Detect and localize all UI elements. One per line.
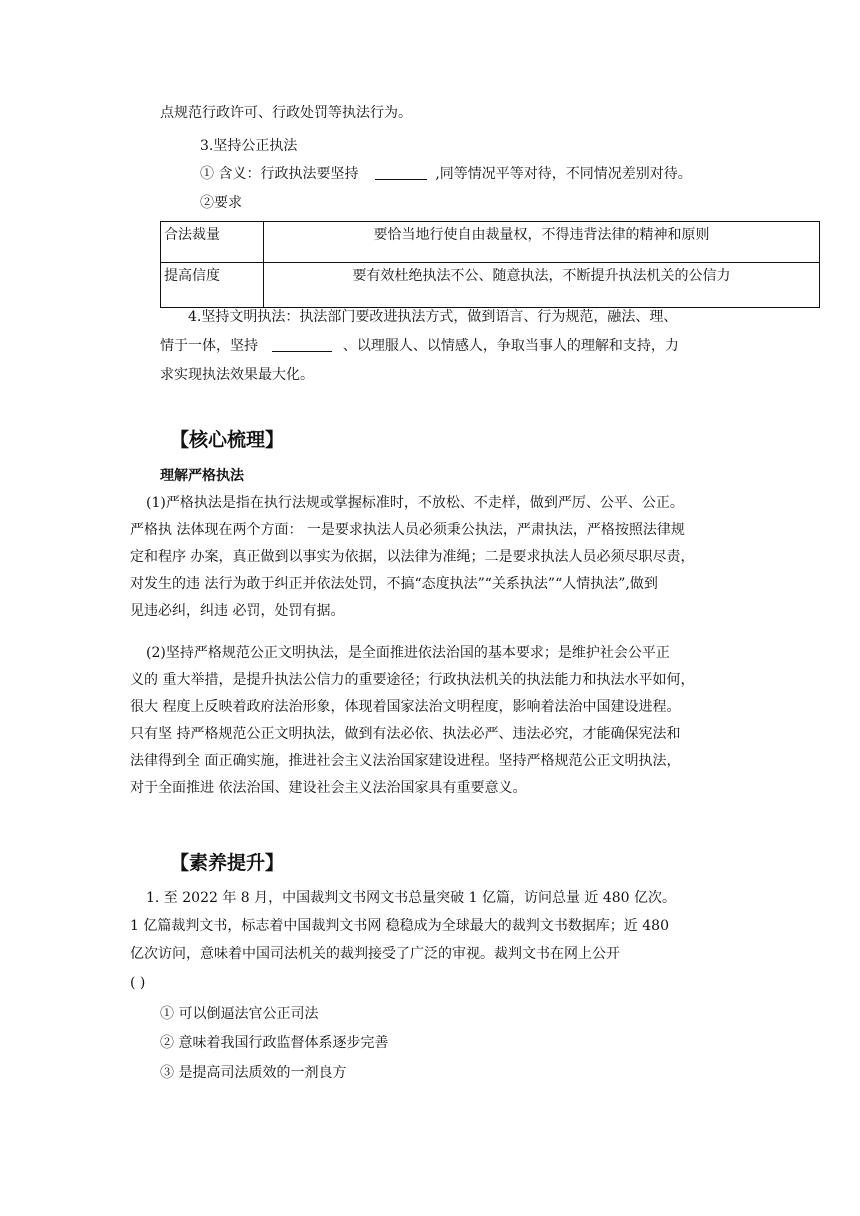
item3-requirements-label: ②要求 [200,195,242,211]
item4-line3: 求实现执法效果最大化。 [160,367,314,383]
item4-line2 [160,336,679,356]
table-cell-key: 提高信度 [161,263,264,308]
para2-line: 法律得到全 面正确实施，推进社会主义法治国家建设进程。坚持严格规范公正文明执法， [130,753,681,769]
intro-line: 点规范行政许可、行政处罚等执法行为。 [160,105,412,121]
para1-line: 对发生的违 法行为敢于纠正并依法处罚，不搞“态度执法”“关系执法”“人情执法”,做到 [130,576,658,592]
fill-blank-1[interactable] [375,165,427,180]
literacy-title: 【素养提升】 [170,852,285,874]
option-item[interactable]: ① 可以倒逼法官公正司法 [160,1006,319,1022]
item3-meaning [200,164,692,184]
item4-line2-prefix: 情于一体，坚持 [160,338,258,354]
para1-line: (1)严格执法是指在执行法规或掌握标准时，不放松、不走样，做到严厉、公平、公正。 [146,495,684,511]
table-cell-value: 要恰当地行使自由裁量权，不得违背法律的精神和原则 [264,222,820,263]
table-row [161,222,820,263]
para1-line: 定和程序 办案，真正做到以事实为依据，以法律为准绳；二是要求执法人员必须尽职尽责， [130,549,695,565]
para1-line: 严格执 法体现在两个方面： 一是要求执法人员必须秉公执法，严肃执法，严格按照法律规 [130,522,685,538]
table-cell-key: 合法裁量 [161,222,264,263]
core-review-title: 【核心梳理】 [170,429,285,451]
option-item[interactable]: ③ 是提高司法质效的一剂良方 [160,1065,347,1081]
item3-meaning-suffix: ,同等情况平等对待，不同情况差别对待。 [435,166,692,182]
answer-bracket[interactable]: ( ) [130,975,146,991]
para2-line: 很大 程度上反映着政府法治形象，体现着国家法治文明程度，影响着法治中国建设进程。 [130,699,681,715]
core-review-subtitle: 理解严格执法 [160,468,244,484]
para2-line: 义的 重大举措，是提升执法公信力的重要途径；行政执法机关的执法能力和执法水平如何， [130,672,695,688]
para2-line: 只有坚 持严格规范公正文明执法，做到有法必依、执法必严、违法必究，才能确保宪法和 [130,726,681,742]
item4-line1: 4.坚持文明执法：执法部门要改进执法方式，做到语言、行为规范，融法、理、 [188,309,678,325]
option-item[interactable]: ② 意味着我国行政监督体系逐步完善 [160,1035,389,1051]
item3-heading: 3.坚持公正执法 [200,138,298,154]
table-row [161,263,820,308]
fill-blank-2[interactable] [272,337,332,352]
table-cell-value: 要有效杜绝执法不公、随意执法，不断提升执法机关的公信力 [264,263,820,308]
requirements-table [160,221,820,308]
para2-line: (2)坚持严格规范公正文明执法，是全面推进依法治国的基本要求；是维护社会公平正 [146,645,670,661]
question-line: 1. 至 2022 年 8 月，中国裁判文书网文书总量突破 1 亿篇，访问总量 近 480 亿次。 [146,890,677,906]
question-line: 1 亿篇裁判文书，标志着中国裁判文书网 稳稳成为全球最大的裁判文书数据库；近 480 [130,918,669,934]
para2-line: 对于全面推进 依法治国、建设社会主义法治国家具有重要意义。 [130,780,527,796]
para1-line: 见违必纠，纠违 必罚，处罚有据。 [130,603,345,619]
item4-line2-suffix: 、以理服人、以情感人，争取当事人的理解和支持，力 [342,338,679,354]
question-line: 亿次访问，意味着中国司法机关的裁判接受了广泛的审视。裁判文书在网上公开 [130,946,620,962]
item3-meaning-prefix: ① 含义：行政执法要坚持 [200,166,359,182]
